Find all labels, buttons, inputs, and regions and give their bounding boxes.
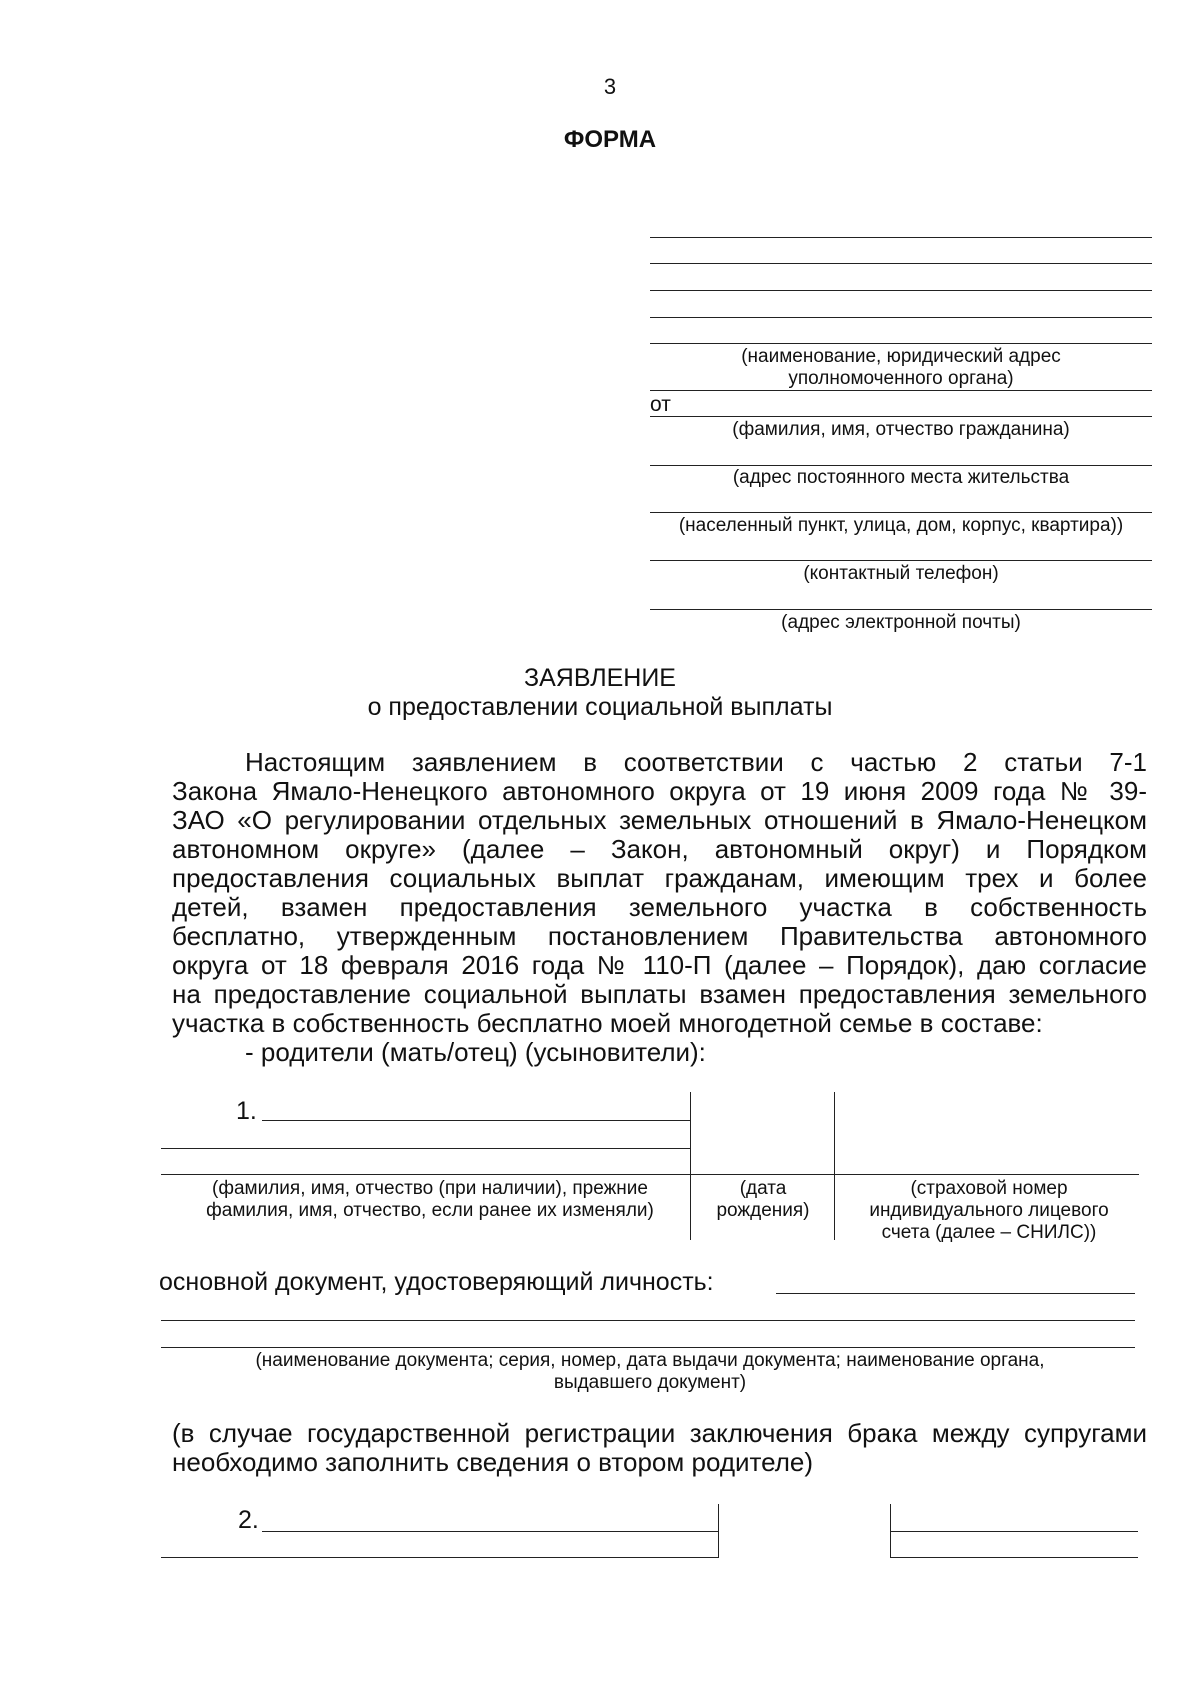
- statement-line: автономном округе» (далее – Закон, автономный округ) и Порядком: [172, 834, 1147, 864]
- from-label: от: [650, 393, 671, 416]
- form-label: ФОРМА: [563, 126, 657, 153]
- identity-line-3[interactable]: [161, 1347, 1135, 1348]
- identity-line-1[interactable]: [776, 1293, 1135, 1294]
- residence-caption: (адрес постоянного места жительства: [732, 467, 1070, 488]
- email-caption: (адрес электронной почты): [781, 612, 1021, 633]
- parent1-fio-caption: (фамилия, имя, отчество (при наличии), прежние фамилия, имя, отчество, если ранее их изменяли): [206, 1178, 654, 1221]
- parent2-fio-line-1[interactable]: [262, 1531, 718, 1532]
- authority-line-1[interactable]: [650, 237, 1152, 238]
- document-title: ЗАЯВЛЕНИЕ: [523, 664, 676, 692]
- statement-line: округа от 18 февраля 2016 года № 110-П (далее – Порядок), даю согласие: [172, 950, 1147, 980]
- identity-line-2[interactable]: [161, 1320, 1135, 1321]
- parent1-divider-2: [834, 1092, 835, 1240]
- authority-line-4[interactable]: [650, 317, 1152, 318]
- phone-caption: (контактный телефон): [803, 563, 999, 584]
- parents-label: - родители (мать/отец) (усыновители):: [245, 1037, 706, 1067]
- authority-line-2[interactable]: [650, 263, 1152, 264]
- statement-line: детей, взамен предоставления земельного участка в собственность: [172, 892, 1147, 922]
- statement-line: предоставления социальных выплат гражданам, имеющим трех и более: [172, 863, 1147, 893]
- authority-caption-underline: [650, 390, 1152, 391]
- parent1-number: 1.: [236, 1097, 257, 1125]
- parent1-dob-caption: (дата рождения): [716, 1178, 810, 1221]
- parent2-number: 2.: [238, 1506, 259, 1534]
- parent1-divider-1: [690, 1092, 691, 1240]
- citizen-name-caption: (фамилия, имя, отчество гражданина): [732, 419, 1070, 440]
- parent2-fio-line-2[interactable]: [161, 1557, 718, 1558]
- parent2-snils-line-2[interactable]: [890, 1557, 1138, 1558]
- identity-caption: (наименование документа; серия, номер, дата выдачи документа; наименование органа, выдавшего документ): [255, 1350, 1045, 1393]
- address-caption: (населенный пункт, улица, дом, корпус, квартира)): [678, 515, 1124, 536]
- statement-line: ЗАО «О регулировании отдельных земельных отношений в Ямало-Ненецком: [172, 805, 1147, 835]
- statement-line: на предоставление социальной выплаты взамен предоставления земельного: [172, 979, 1147, 1009]
- statement-line: Настоящим заявлением в соответствии с частью 2 статьи 7-1: [245, 747, 1147, 777]
- phone-line[interactable]: [650, 560, 1152, 561]
- parent1-table-baseline: [161, 1174, 1139, 1175]
- identity-label: основной документ, удостоверяющий личность:: [159, 1268, 714, 1296]
- address-line[interactable]: [650, 512, 1152, 513]
- marriage-note: [172, 1419, 1147, 1477]
- document-subtitle: о предоставлении социальной выплаты: [367, 693, 833, 721]
- parent1-fio-line-2[interactable]: [161, 1148, 690, 1149]
- parent2-snils-line-1[interactable]: [890, 1531, 1138, 1532]
- statement-paragraph: [172, 748, 1147, 1038]
- page-number: 3: [603, 74, 617, 99]
- parent1-fio-line-1[interactable]: [262, 1120, 690, 1121]
- authority-line-3[interactable]: [650, 290, 1152, 291]
- residence-line[interactable]: [650, 465, 1152, 466]
- citizen-name-line[interactable]: [650, 416, 1152, 417]
- parent2-divider-1: [718, 1504, 719, 1558]
- authority-line-5[interactable]: [650, 343, 1152, 344]
- authority-caption: (наименование, юридический адрес уполномоченного органа): [741, 346, 1061, 389]
- parent1-snils-caption: (страховой номер индивидуального лицевого счета (далее – СНИЛС)): [869, 1178, 1109, 1243]
- statement-line: участка в собственность бесплатно моей многодетной семье в составе:: [172, 1008, 1043, 1038]
- statement-line: Закона Ямало-Ненецкого автономного округа от 19 июня 2009 года № 39-: [172, 776, 1147, 806]
- statement-line: бесплатно, утвержденным постановлением Правительства автономного: [172, 921, 1147, 951]
- email-line[interactable]: [650, 609, 1152, 610]
- marriage-note-line: (в случае государственной регистрации заключения брака между супругами: [172, 1418, 1147, 1448]
- marriage-note-line: необходимо заполнить сведения о втором родителе): [172, 1447, 814, 1477]
